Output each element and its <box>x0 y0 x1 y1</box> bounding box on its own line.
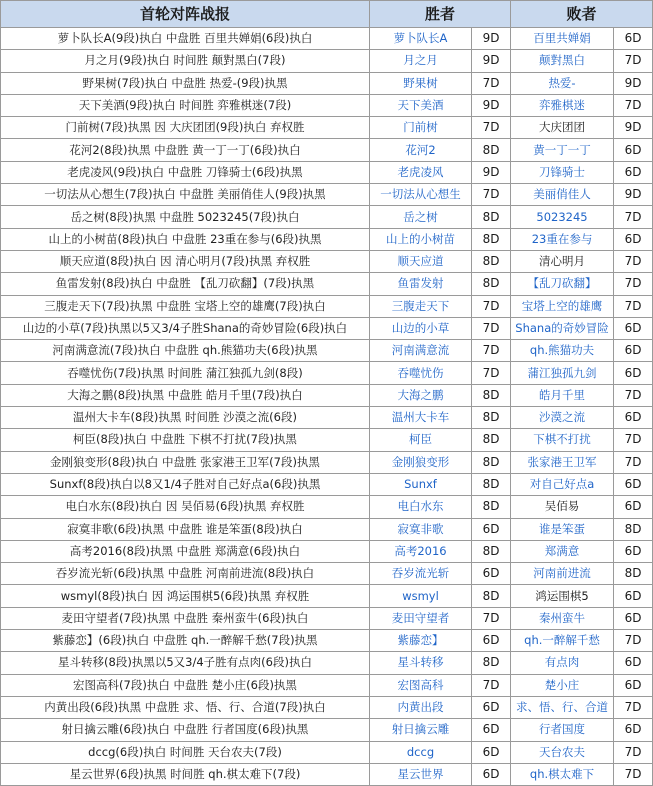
loser-rank-cell: 6D <box>614 473 653 495</box>
loser-cell <box>511 763 614 785</box>
match-report-cell: 宏图高科(7段)执白 中盘胜 楚小庄(6段)执黑 <box>1 674 370 696</box>
winner-rank-cell: 7D <box>472 340 511 362</box>
winner-rank-cell: 7D <box>472 72 511 94</box>
table-row <box>1 496 653 518</box>
loser-cell <box>511 139 614 161</box>
winner-rank-cell: 6D <box>472 763 511 785</box>
loser-cell <box>511 451 614 473</box>
table-row <box>1 630 653 652</box>
winner-cell <box>370 139 472 161</box>
loser-cell <box>511 696 614 718</box>
match-report-cell: 电白水东(8段)执白 因 吴佰易(6段)执黑 弃权胜 <box>1 496 370 518</box>
loser-cell <box>511 250 614 272</box>
loser-cell <box>511 206 614 228</box>
winner-rank-cell: 8D <box>472 407 511 429</box>
loser-cell <box>511 473 614 495</box>
winner-player-link[interactable]: 高考2016 <box>394 543 447 558</box>
winner-player-link[interactable]: 老虎凌风 <box>397 164 444 179</box>
loser-cell <box>511 317 614 339</box>
loser-cell <box>511 652 614 674</box>
loser-rank-cell: 7D <box>614 741 653 763</box>
winner-cell <box>370 161 472 183</box>
loser-rank-cell: 6D <box>614 139 653 161</box>
table-row <box>1 540 653 562</box>
winner-player-link[interactable]: 寂寞非歌 <box>397 521 444 536</box>
winner-rank-cell: 8D <box>472 585 511 607</box>
winner-rank-cell: 7D <box>472 117 511 139</box>
winner-player-link[interactable]: 射日擒云雕 <box>391 722 450 737</box>
table-row <box>1 563 653 585</box>
winner-player-link[interactable]: 金刚狼变形 <box>391 454 450 469</box>
loser-rank-cell: 6D <box>614 585 653 607</box>
winner-cell <box>370 429 472 451</box>
loser-cell <box>511 607 614 629</box>
loser-cell <box>511 184 614 206</box>
table-row <box>1 384 653 406</box>
table-row <box>1 250 653 272</box>
match-report-cell: 紫藤恋】(6段)执白 中盘胜 qh.一醉解千愁(7段)执黑 <box>1 630 370 652</box>
match-report-cell: 吞噬忧伤(7段)执黑 时间胜 蒲江独孤九剑(8段) <box>1 362 370 384</box>
loser-player-name: 吴佰易 <box>544 499 580 514</box>
loser-rank-cell: 7D <box>614 50 653 72</box>
loser-cell <box>511 674 614 696</box>
winner-rank-cell: 8D <box>472 384 511 406</box>
winner-cell <box>370 696 472 718</box>
loser-player-link[interactable]: 沙漠之流 <box>539 410 586 425</box>
table-row <box>1 161 653 183</box>
loser-cell <box>511 28 614 50</box>
loser-rank-cell: 9D <box>614 184 653 206</box>
loser-player-link[interactable]: 刀锋骑士 <box>539 164 586 179</box>
loser-rank-cell: 6D <box>614 407 653 429</box>
match-report-cell: 顺天应道(8段)执白 因 清心明月(7段)执黑 弃权胜 <box>1 250 370 272</box>
table-row <box>1 50 653 72</box>
match-report-cell: 麦田守望者(7段)执黑 中盘胜 秦州蛮牛(6段)执白 <box>1 607 370 629</box>
table-row <box>1 139 653 161</box>
table-row <box>1 741 653 763</box>
winner-rank-cell: 8D <box>472 429 511 451</box>
match-report-cell: 射日擒云雕(6段)执白 中盘胜 行者国度(6段)执黑 <box>1 719 370 741</box>
loser-rank-cell: 8D <box>614 563 653 585</box>
match-report-cell: 天下美酒(9段)执白 时间胜 弈雅棋迷(7段) <box>1 94 370 116</box>
winner-rank-cell: 8D <box>472 206 511 228</box>
winner-cell <box>370 50 472 72</box>
table-row <box>1 585 653 607</box>
table-row <box>1 362 653 384</box>
match-report-cell: 温州大卡车(8段)执黑 时间胜 沙漠之流(6段) <box>1 407 370 429</box>
loser-cell <box>511 563 614 585</box>
loser-rank-cell: 9D <box>614 117 653 139</box>
loser-player-link[interactable]: 弈雅棋迷 <box>539 98 586 113</box>
winner-rank-cell: 7D <box>472 295 511 317</box>
table-row <box>1 429 653 451</box>
table-row <box>1 473 653 495</box>
loser-player-link[interactable]: 5023245 <box>536 209 588 224</box>
winner-player-link[interactable]: 温州大卡车 <box>391 410 450 425</box>
winner-rank-cell: 6D <box>472 518 511 540</box>
loser-player-link[interactable]: 【乱刀砍翻】 <box>527 276 597 291</box>
winner-cell <box>370 540 472 562</box>
winner-rank-cell: 8D <box>472 451 511 473</box>
winner-rank-cell: 9D <box>472 161 511 183</box>
winner-cell <box>370 763 472 785</box>
winner-rank-cell: 8D <box>472 273 511 295</box>
loser-player-link[interactable]: 对自己好点a <box>529 477 595 492</box>
table-row <box>1 72 653 94</box>
loser-rank-cell: 6D <box>614 674 653 696</box>
loser-player-link[interactable]: 皓月千里 <box>539 387 586 402</box>
loser-player-link[interactable]: 张家港王卫军 <box>527 454 597 469</box>
winner-cell <box>370 496 472 518</box>
winner-cell <box>370 295 472 317</box>
winner-cell <box>370 607 472 629</box>
loser-player-link[interactable]: 秦州蛮牛 <box>539 610 586 625</box>
winner-cell <box>370 273 472 295</box>
match-report-cell: 萝卜队长A(9段)执白 中盘胜 百里共婵娟(6段)执白 <box>1 28 370 50</box>
winner-rank-cell: 8D <box>472 250 511 272</box>
table-row <box>1 28 653 50</box>
match-report-cell: 山上的小树苗(8段)执白 中盘胜 23重在参与(6段)执黑 <box>1 228 370 250</box>
loser-rank-cell: 6D <box>614 719 653 741</box>
loser-cell <box>511 50 614 72</box>
loser-rank-cell: 7D <box>614 696 653 718</box>
winner-rank-cell: 7D <box>472 317 511 339</box>
loser-player-link[interactable]: 天台农夫 <box>539 744 586 759</box>
winner-player-link[interactable]: 一切法从心想生 <box>380 187 461 202</box>
loser-cell <box>511 228 614 250</box>
loser-rank-cell: 6D <box>614 607 653 629</box>
winner-cell <box>370 340 472 362</box>
winner-player-link[interactable]: 河南满意流 <box>391 343 450 358</box>
winner-cell <box>370 228 472 250</box>
winner-player-link[interactable]: 大海之鹏 <box>397 387 444 402</box>
loser-cell <box>511 94 614 116</box>
loser-rank-cell: 6D <box>614 540 653 562</box>
match-report-cell: 寂寞非歌(6段)执黑 中盘胜 谁是笨蛋(8段)执白 <box>1 518 370 540</box>
winner-rank-cell: 7D <box>472 362 511 384</box>
table-row <box>1 317 653 339</box>
loser-rank-cell: 7D <box>614 763 653 785</box>
winner-cell <box>370 630 472 652</box>
winner-cell <box>370 384 472 406</box>
winner-cell <box>370 117 472 139</box>
winner-rank-cell: 6D <box>472 741 511 763</box>
winner-rank-cell: 6D <box>472 630 511 652</box>
winner-player-link[interactable]: 内黄出段 <box>397 700 444 715</box>
winner-player-link[interactable]: 山上的小树苗 <box>386 231 455 246</box>
winner-cell <box>370 652 472 674</box>
loser-rank-cell: 7D <box>614 429 653 451</box>
winner-rank-cell: 7D <box>472 674 511 696</box>
table-row <box>1 451 653 473</box>
winner-player-link[interactable]: 星斗转移 <box>397 655 444 670</box>
table-row <box>1 407 653 429</box>
loser-cell <box>511 384 614 406</box>
winner-player-link[interactable]: Sunxf <box>404 477 437 492</box>
loser-player-link[interactable]: 23重在参与 <box>531 231 593 246</box>
winner-rank-cell: 8D <box>472 652 511 674</box>
loser-cell <box>511 117 614 139</box>
winner-player-link[interactable]: 柯臣 <box>409 432 432 447</box>
loser-cell <box>511 407 614 429</box>
winner-player-link[interactable]: 宏图高科 <box>397 677 444 692</box>
table-row <box>1 295 653 317</box>
loser-rank-cell: 7D <box>614 273 653 295</box>
table-row <box>1 206 653 228</box>
winner-rank-cell: 9D <box>472 94 511 116</box>
match-report-cell: 大海之鹏(8段)执黑 中盘胜 皓月千里(7段)执白 <box>1 384 370 406</box>
match-report-cell: 花河2(8段)执黑 中盘胜 黄一丁一丁(6段)执白 <box>1 139 370 161</box>
table-row <box>1 674 653 696</box>
loser-player-name: 清心明月 <box>539 254 586 269</box>
winner-cell <box>370 407 472 429</box>
winner-player-link[interactable]: dccg <box>406 744 435 759</box>
winner-rank-cell: 9D <box>472 28 511 50</box>
winner-player-link[interactable]: 吞噬忧伤 <box>397 365 444 380</box>
winner-cell <box>370 585 472 607</box>
table-row <box>1 228 653 250</box>
loser-cell <box>511 340 614 362</box>
header-winner: 胜者 <box>370 1 511 28</box>
winner-rank-cell: 8D <box>472 496 511 518</box>
winner-player-link[interactable]: 顺天应道 <box>397 254 444 269</box>
winner-player-link[interactable]: 野果树 <box>403 75 438 90</box>
loser-rank-cell: 6D <box>614 496 653 518</box>
winner-player-link[interactable]: 紫藤恋】 <box>397 633 444 648</box>
match-report-cell: 一切法从心想生(7段)执白 中盘胜 美丽俏佳人(9段)执黑 <box>1 184 370 206</box>
match-report-cell: 鱼雷发射(8段)执白 中盘胜 【乱刀砍翻】(7段)执黑 <box>1 273 370 295</box>
winner-player-link[interactable]: 山边的小草 <box>391 321 450 335</box>
winner-player-link[interactable]: 门前树 <box>403 120 438 135</box>
table-row <box>1 273 653 295</box>
winner-cell <box>370 518 472 540</box>
winner-player-link[interactable]: 萝卜队长A <box>393 31 448 46</box>
loser-cell <box>511 585 614 607</box>
table-row <box>1 117 653 139</box>
table-row <box>1 763 653 785</box>
winner-player-link[interactable]: 月之月 <box>403 53 438 68</box>
winner-cell <box>370 362 472 384</box>
winner-cell <box>370 317 472 339</box>
match-report-cell: 内黄出段(6段)执黑 中盘胜 求、悟、行、合道(7段)执白 <box>1 696 370 718</box>
winner-cell <box>370 563 472 585</box>
winner-player-link[interactable]: wsmyl <box>402 588 439 603</box>
loser-player-link[interactable]: 河南前进流 <box>533 566 591 581</box>
table-row <box>1 184 653 206</box>
match-report-cell: dccg(6段)执白 时间胜 天台农夫(7段) <box>1 741 370 763</box>
loser-rank-cell: 7D <box>614 384 653 406</box>
header-report: 首轮对阵战报 <box>1 1 370 28</box>
loser-rank-cell: 6D <box>614 28 653 50</box>
loser-player-link[interactable]: qh.棋太难下 <box>529 766 595 781</box>
loser-rank-cell: 6D <box>614 652 653 674</box>
winner-player-link[interactable]: 花河2 <box>405 142 436 157</box>
loser-player-name: 大庆团团 <box>539 120 586 135</box>
loser-cell <box>511 295 614 317</box>
loser-player-link[interactable]: qh.一醉解千愁 <box>524 633 600 648</box>
match-report-cell: 星斗转移(8段)执黑以5又3/4子胜有点肉(6段)执白 <box>1 652 370 674</box>
loser-player-link[interactable]: 下棋不打扰 <box>533 432 591 447</box>
match-report-cell: 月之月(9段)执白 时间胜 颠對黑白(7段) <box>1 50 370 72</box>
winner-rank-cell: 8D <box>472 540 511 562</box>
loser-player-link[interactable]: 有点肉 <box>544 655 580 670</box>
match-report-cell: 山边的小草(7段)执黑以5又3/4子胜Shana的奇妙冒险(6段)执白 <box>1 317 370 339</box>
loser-rank-cell: 7D <box>614 250 653 272</box>
table-header <box>1 1 653 28</box>
table-row <box>1 518 653 540</box>
loser-player-link[interactable]: 楚小庄 <box>544 677 580 692</box>
match-report-cell: Sunxf(8段)执白以8又1/4子胜对自己好点a(6段)执黑 <box>1 473 370 495</box>
loser-player-link[interactable]: 行者国度 <box>539 722 586 737</box>
table-body <box>1 28 653 786</box>
table-row <box>1 719 653 741</box>
table-row <box>1 652 653 674</box>
loser-rank-cell: 6D <box>614 317 653 339</box>
loser-rank-cell: 6D <box>614 161 653 183</box>
winner-cell <box>370 250 472 272</box>
winner-cell <box>370 28 472 50</box>
winner-rank-cell: 8D <box>472 473 511 495</box>
loser-rank-cell: 6D <box>614 362 653 384</box>
loser-cell <box>511 273 614 295</box>
loser-cell <box>511 429 614 451</box>
match-report-cell: 岳之树(8段)执黑 中盘胜 5023245(7段)执白 <box>1 206 370 228</box>
table-row <box>1 340 653 362</box>
loser-rank-cell: 7D <box>614 206 653 228</box>
loser-cell <box>511 362 614 384</box>
winner-player-link[interactable]: 天下美酒 <box>397 98 444 113</box>
winner-cell <box>370 184 472 206</box>
winner-rank-cell: 9D <box>472 50 511 72</box>
loser-cell <box>511 72 614 94</box>
winner-cell <box>370 206 472 228</box>
loser-rank-cell: 7D <box>614 94 653 116</box>
loser-cell <box>511 540 614 562</box>
loser-cell <box>511 161 614 183</box>
header-row <box>1 1 653 28</box>
winner-cell <box>370 451 472 473</box>
loser-rank-cell: 8D <box>614 518 653 540</box>
loser-rank-cell: 6D <box>614 228 653 250</box>
winner-player-link[interactable]: 星云世界 <box>397 766 444 781</box>
loser-rank-cell: 9D <box>614 72 653 94</box>
loser-player-link[interactable]: 郑满意 <box>544 543 580 558</box>
loser-rank-cell: 7D <box>614 451 653 473</box>
loser-player-link[interactable]: 颠對黑白 <box>539 53 586 68</box>
winner-player-link[interactable]: 岳之树 <box>403 209 438 224</box>
header-loser: 败者 <box>511 1 653 28</box>
loser-player-link[interactable]: 求、悟、行、合道 <box>516 700 609 715</box>
winner-cell <box>370 72 472 94</box>
winner-rank-cell: 7D <box>472 184 511 206</box>
loser-rank-cell: 7D <box>614 295 653 317</box>
loser-cell <box>511 518 614 540</box>
winner-player-link[interactable]: 电白水东 <box>397 499 444 514</box>
table-row <box>1 607 653 629</box>
winner-player-link[interactable]: 鱼雷发射 <box>397 276 444 291</box>
loser-player-link[interactable]: qh.熊猫功夫 <box>529 343 595 358</box>
loser-rank-cell: 7D <box>614 630 653 652</box>
loser-cell <box>511 496 614 518</box>
match-report-cell: 吞岁流光斩(6段)执黑 中盘胜 河南前进流(8段)执白 <box>1 563 370 585</box>
winner-cell <box>370 674 472 696</box>
loser-player-link[interactable]: 蒲江独孤九剑 <box>527 365 597 380</box>
match-report-cell: 高考2016(8段)执黑 中盘胜 郑满意(6段)执白 <box>1 540 370 562</box>
loser-rank-cell: 6D <box>614 340 653 362</box>
winner-rank-cell: 8D <box>472 139 511 161</box>
winner-cell <box>370 473 472 495</box>
loser-player-link[interactable]: 热爱- <box>548 75 576 90</box>
match-report-cell: wsmyl(8段)执白 因 鸿运围棋5(6段)执黑 弃权胜 <box>1 585 370 607</box>
match-report-cell: 星云世界(6段)执黑 时间胜 qh.棋太难下(7段) <box>1 763 370 785</box>
winner-cell <box>370 741 472 763</box>
loser-cell <box>511 719 614 741</box>
winner-player-link[interactable]: 吞岁流光斩 <box>391 566 450 581</box>
loser-cell <box>511 741 614 763</box>
winner-rank-cell: 6D <box>472 696 511 718</box>
match-report-cell: 门前树(7段)执黑 因 大庆团团(9段)执白 弃权胜 <box>1 117 370 139</box>
loser-cell <box>511 630 614 652</box>
winner-player-link[interactable]: 麦田守望者 <box>391 610 450 625</box>
match-report-cell: 柯臣(8段)执白 中盘胜 下棋不打扰(7段)执黑 <box>1 429 370 451</box>
table-row <box>1 696 653 718</box>
winner-rank-cell: 8D <box>472 228 511 250</box>
loser-player-link[interactable]: 黄一丁一丁 <box>533 142 591 157</box>
loser-player-link[interactable]: Shana的奇妙冒险 <box>515 321 609 335</box>
match-report-cell: 金刚狼变形(8段)执白 中盘胜 张家港王卫军(7段)执黑 <box>1 451 370 473</box>
loser-player-name: 鸿运围棋5 <box>535 588 589 603</box>
match-report-cell: 三腹走天下(7段)执黑 中盘胜 宝塔上空的雄鹰(7段)执白 <box>1 295 370 317</box>
loser-player-link[interactable]: 宝塔上空的雄鹰 <box>521 298 603 313</box>
winner-cell <box>370 94 472 116</box>
loser-player-link[interactable]: 百里共婵娟 <box>533 31 591 46</box>
winner-player-link[interactable]: 三腹走天下 <box>391 298 450 313</box>
match-report-cell: 野果树(7段)执白 中盘胜 热爱-(9段)执黑 <box>1 72 370 94</box>
winner-rank-cell: 6D <box>472 719 511 741</box>
winner-rank-cell: 7D <box>472 607 511 629</box>
loser-player-link[interactable]: 谁是笨蛋 <box>539 521 586 536</box>
table-row <box>1 94 653 116</box>
winner-rank-cell: 6D <box>472 563 511 585</box>
winner-cell <box>370 719 472 741</box>
match-report-cell: 河南满意流(7段)执白 中盘胜 qh.熊猫功夫(6段)执黑 <box>1 340 370 362</box>
loser-player-link[interactable]: 美丽俏佳人 <box>533 187 591 202</box>
match-report-cell: 老虎凌风(9段)执白 中盘胜 刀锋骑士(6段)执黑 <box>1 161 370 183</box>
